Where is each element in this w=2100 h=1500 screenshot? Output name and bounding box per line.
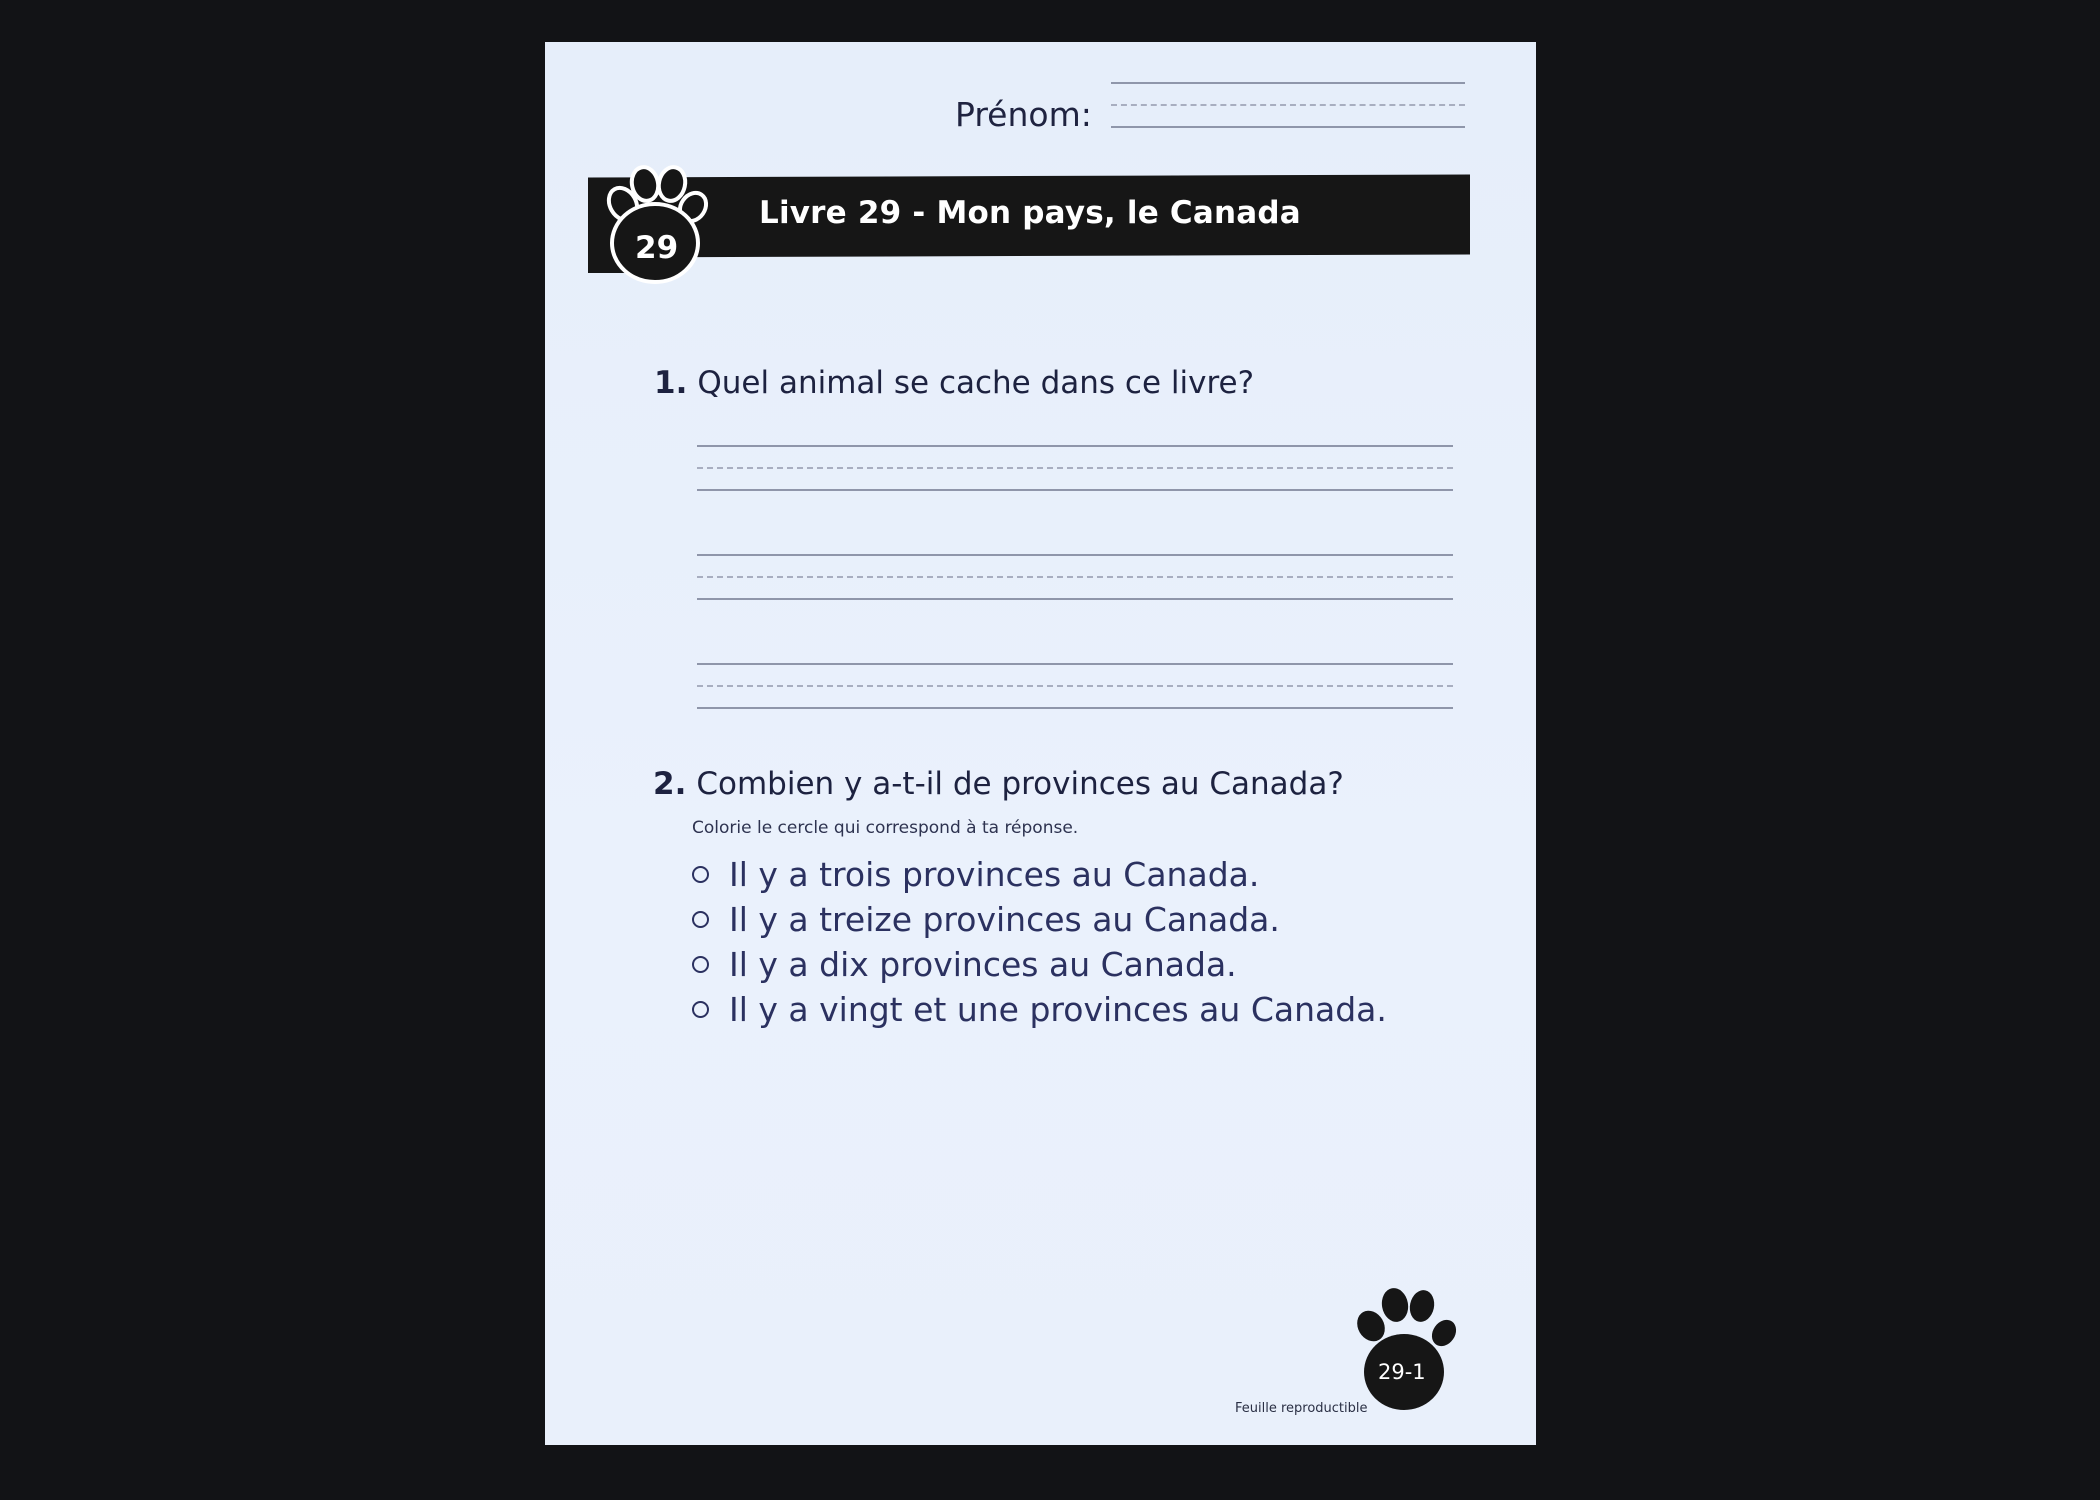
question-1-text: Quel animal se cache dans ce livre?: [697, 365, 1255, 401]
paw-print-icon: [600, 164, 726, 294]
question-2: [653, 766, 1344, 802]
question-1-number: 1.: [654, 365, 688, 401]
empty-circle-icon[interactable]: [692, 956, 709, 973]
answer-option[interactable]: [692, 942, 1387, 987]
empty-circle-icon[interactable]: [692, 866, 709, 883]
worksheet-title: Livre 29 - Mon pays, le Canada: [759, 195, 1301, 231]
answer-option-label: Il y a vingt et une provinces au Canada.: [729, 990, 1387, 1029]
answer-option[interactable]: [692, 897, 1387, 942]
question-2-text: Combien y a-t-il de provinces au Canada?: [696, 766, 1344, 802]
paw-print-icon: [1351, 1284, 1471, 1418]
question-1: [654, 365, 1254, 401]
question-2-number: 2.: [653, 766, 687, 802]
answer-option-label: Il y a dix provinces au Canada.: [729, 945, 1237, 984]
sheet-number: 29-1: [1378, 1360, 1426, 1384]
answer-options: [692, 852, 1387, 1032]
name-label: Prénom:: [955, 95, 1092, 134]
empty-circle-icon[interactable]: [692, 1001, 709, 1018]
banner-number: 29: [635, 230, 679, 266]
answer-option-label: Il y a treize provinces au Canada.: [729, 900, 1280, 939]
answer-option-label: Il y a trois provinces au Canada.: [729, 855, 1260, 894]
question-2-instruction: Colorie le cercle qui correspond à ta réponse.: [692, 818, 1079, 838]
worksheet-page: [545, 42, 1536, 1445]
footer-label: Feuille reproductible: [1235, 1401, 1368, 1416]
answer-option[interactable]: [692, 852, 1387, 897]
answer-option[interactable]: [692, 987, 1387, 1032]
title-banner: [588, 176, 1470, 273]
empty-circle-icon[interactable]: [692, 911, 709, 928]
